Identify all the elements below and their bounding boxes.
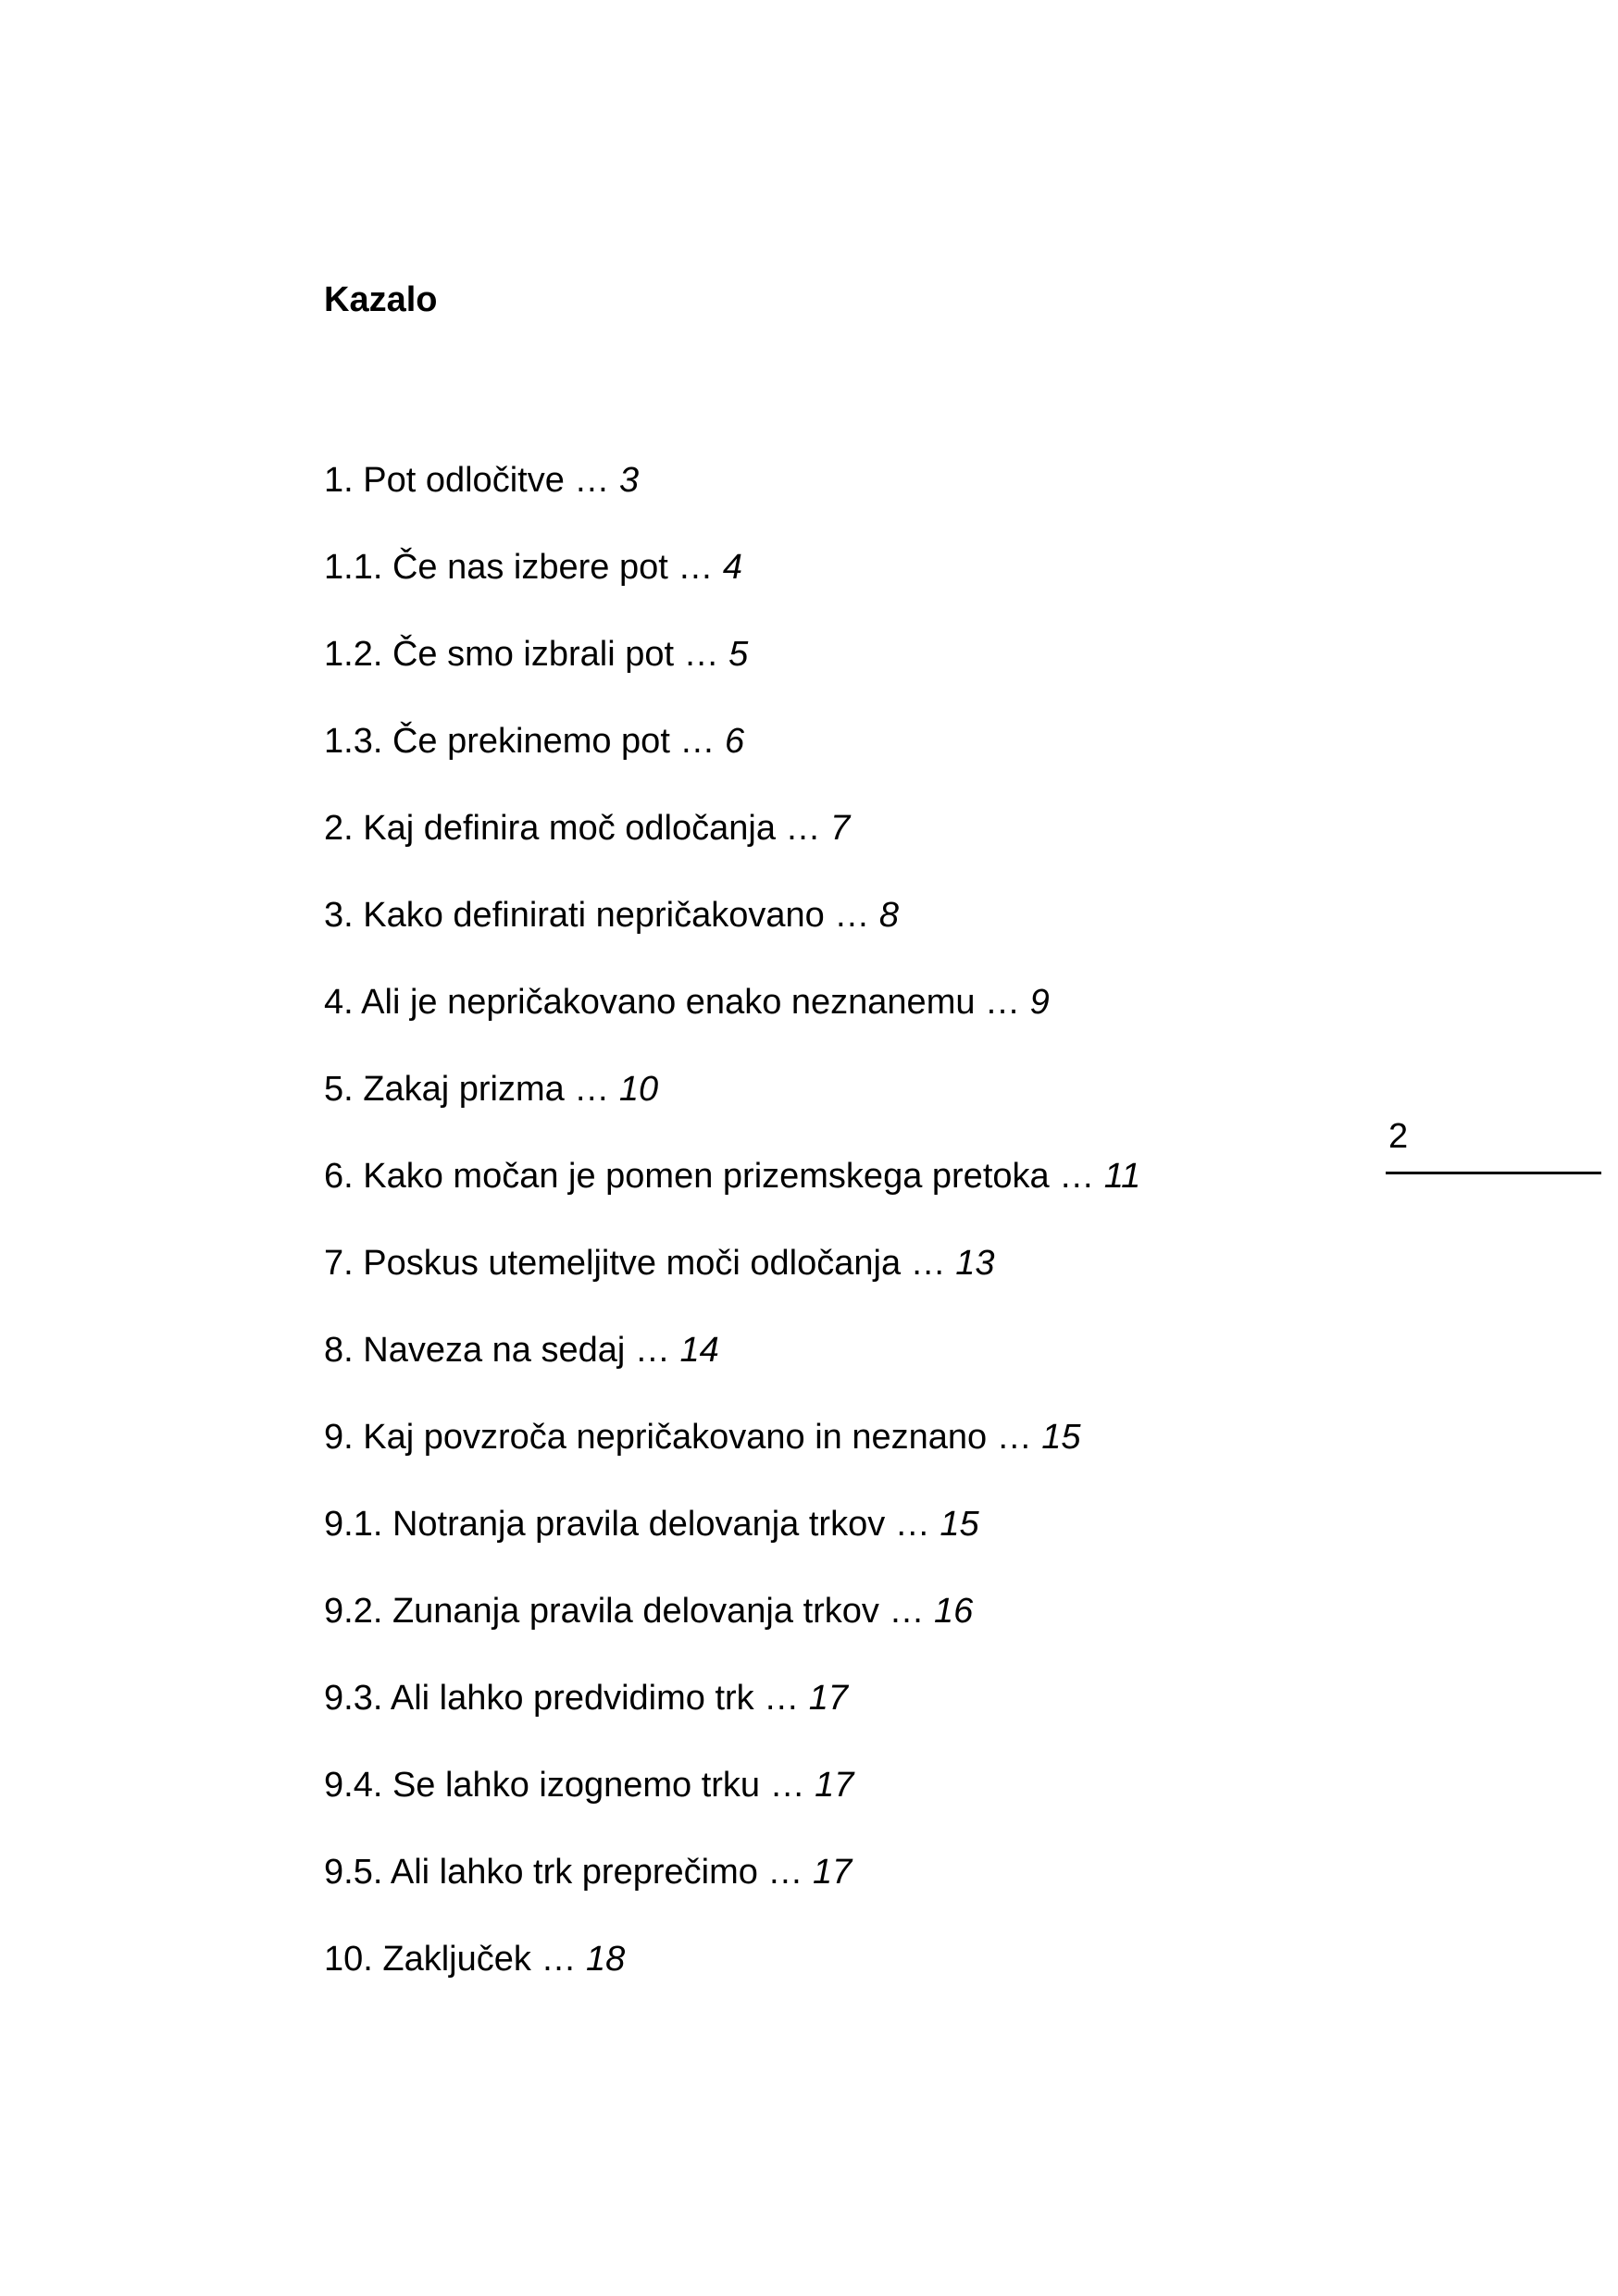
toc-entry[interactable] [324, 1322, 1342, 1409]
toc-entry[interactable] [324, 800, 1342, 887]
page-number-rule [1386, 1172, 1601, 1174]
toc-entry-page: 17 [813, 1853, 853, 1892]
toc-entry-text: 1.1. Če nas izbere pot … [324, 548, 723, 587]
toc-entry-page: 10 [618, 1070, 659, 1109]
toc-entry-page: 18 [586, 1940, 626, 1979]
toc-entry-page: 5 [728, 635, 749, 674]
toc-entry-text: 2. Kaj definira moč odločanja … [324, 809, 831, 848]
toc-entry-page: 16 [934, 1592, 974, 1631]
toc-entry-page: 17 [815, 1766, 854, 1805]
toc-entry-page: 11 [1103, 1157, 1141, 1196]
toc-entry[interactable] [324, 539, 1342, 626]
toc-entry-page: 8 [878, 896, 900, 935]
toc-entry-text: 9.3. Ali lahko predvidimo trk … [324, 1679, 809, 1718]
toc-entry-text: 8. Naveza na sedaj … [324, 1331, 680, 1370]
toc-entry[interactable] [324, 713, 1342, 800]
toc-entry-page: 13 [955, 1244, 995, 1283]
toc-entry-text: 1.3. Če prekinemo pot … [324, 722, 725, 761]
toc-entry-text: 1.2. Če smo izbrali pot … [324, 635, 729, 674]
toc-entry[interactable] [324, 1409, 1342, 1496]
toc-entry[interactable] [324, 1235, 1342, 1322]
toc-entry[interactable] [324, 1148, 1342, 1235]
toc-entry-text: 4. Ali je nepričakovano enako neznanemu … [324, 983, 1030, 1022]
toc-entry-page: 7 [830, 809, 851, 848]
toc-title: Kazalo [324, 280, 438, 319]
toc-entry-text: 6. Kako močan je pomen prizemskega pretoka … [324, 1157, 1104, 1196]
toc-entry-page: 4 [722, 548, 743, 587]
page-number: 2 [1388, 1117, 1409, 1156]
toc-entry-text: 7. Poskus utemeljitve moči odločanja … [324, 1244, 956, 1283]
toc-entry-text: 9. Kaj povzroča nepričakovano in neznano … [324, 1418, 1042, 1457]
toc-entry-page: 9 [1029, 983, 1050, 1022]
toc-entry-text: 10. Zaključek … [324, 1940, 586, 1979]
toc-entry-text: 9.5. Ali lahko trk preprečimo … [324, 1853, 813, 1892]
toc-entry[interactable] [324, 1496, 1342, 1582]
toc-entry-text: 9.2. Zunanja pravila delovanja trkov … [324, 1592, 935, 1631]
table-of-contents [324, 452, 1342, 2017]
toc-entry[interactable] [324, 1669, 1342, 1756]
toc-entry[interactable] [324, 1582, 1342, 1669]
toc-entry[interactable] [324, 1930, 1342, 2017]
toc-entry[interactable] [324, 887, 1342, 974]
toc-entry-text: 1. Pot odločitve … [324, 461, 619, 500]
toc-entry[interactable] [324, 626, 1342, 713]
toc-entry-text: 5. Zakaj prizma … [324, 1070, 619, 1109]
toc-entry[interactable] [324, 1756, 1342, 1843]
toc-entry[interactable] [324, 1061, 1342, 1148]
toc-entry-text: 3. Kako definirati nepričakovano … [324, 896, 879, 935]
toc-entry-page: 6 [725, 722, 745, 761]
toc-entry-page: 17 [808, 1679, 849, 1718]
toc-entry[interactable] [324, 452, 1342, 539]
toc-entry-page: 15 [1041, 1418, 1081, 1457]
toc-entry-page: 3 [618, 461, 640, 500]
toc-entry-text: 9.4. Se lahko izognemo trku … [324, 1766, 815, 1805]
toc-entry-page: 14 [679, 1331, 719, 1370]
toc-entry[interactable] [324, 1843, 1342, 1930]
toc-entry-page: 15 [940, 1505, 979, 1544]
toc-entry-text: 9.1. Notranja pravila delovanja trkov … [324, 1505, 940, 1544]
toc-entry[interactable] [324, 974, 1342, 1061]
